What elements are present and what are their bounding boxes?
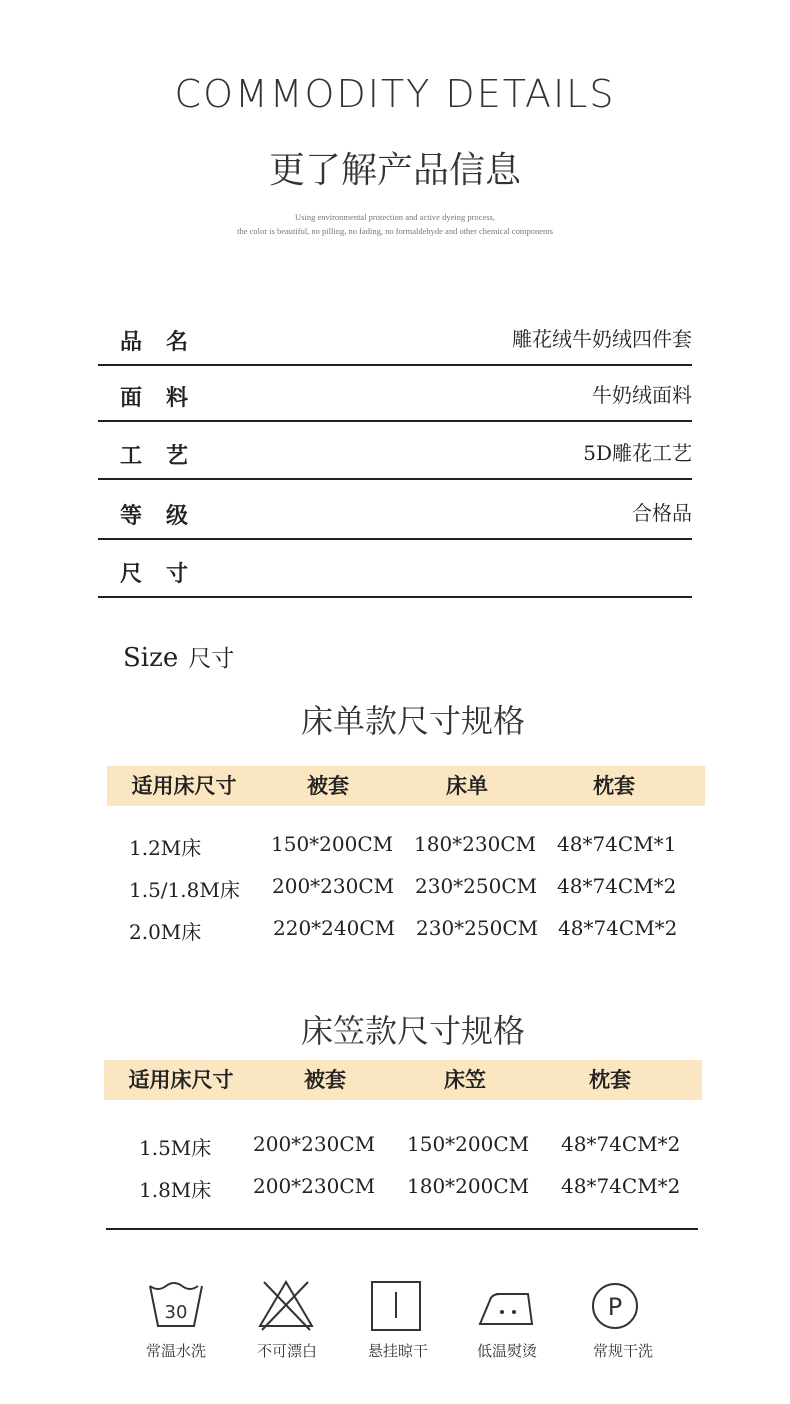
table-cell: 180*200CM [407, 1174, 530, 1198]
fitted-header-bed: 适用床尺寸 [128, 1067, 234, 1092]
info-row-size [98, 540, 692, 598]
info-label: 面料 [120, 385, 213, 411]
table-cell: 48*74CM*2 [561, 1132, 681, 1156]
info-label: 等级 [120, 503, 213, 529]
table-cell: 48*74CM*1 [557, 832, 677, 856]
title-cn: 更了解产品信息 [268, 150, 521, 191]
no-bleach-icon [256, 1278, 316, 1334]
hang-dry-icon [366, 1278, 426, 1334]
care-label: 悬挂晾干 [367, 1342, 428, 1360]
sheet-header-bed: 适用床尺寸 [131, 773, 237, 798]
title-en: COMMODITY DETAILS [174, 72, 616, 116]
fitted-table-title: 床笠款尺寸规格 [300, 1012, 525, 1050]
care-label: 常温水洗 [145, 1342, 206, 1360]
table-cell: 1.2M床 [129, 836, 202, 860]
sheet-header-duvet: 被套 [307, 773, 349, 798]
subtitle-line-2: the color is beautiful, no pilling, no fading, no formaldehyde and other chemical components [237, 226, 553, 236]
info-value: 5D雕花工艺 [583, 441, 692, 465]
table-cell: 48*74CM*2 [557, 874, 677, 898]
table-cell: 180*230CM [414, 832, 537, 856]
fitted-header-fitted: 床笠 [444, 1067, 486, 1092]
table-cell: 48*74CM*2 [561, 1174, 681, 1198]
info-value: 雕花绒牛奶绒四件套 [512, 327, 692, 351]
dry-clean-icon [590, 1278, 650, 1334]
dry-clean-text: P [607, 1293, 623, 1321]
info-value: 牛奶绒面料 [592, 383, 692, 407]
subtitle-line-1: Using environmental protection and active dyeing process, [295, 212, 495, 222]
info-row-name [98, 308, 692, 366]
low-iron-icon [476, 1278, 540, 1334]
section-divider [106, 1228, 698, 1230]
wash-30-icon [146, 1278, 206, 1334]
sheet-table-title: 床单款尺寸规格 [300, 702, 525, 740]
size-label-en: Size [123, 643, 179, 673]
care-label: 不可漂白 [256, 1342, 317, 1360]
table-cell: 230*250CM [415, 874, 538, 898]
size-label-cn: 尺寸 [188, 646, 235, 672]
table-cell: 48*74CM*2 [558, 916, 678, 940]
info-label: 工艺 [120, 443, 213, 469]
info-row-fabric [98, 364, 692, 422]
sheet-header-pillow: 枕套 [593, 773, 635, 798]
table-cell: 1.8M床 [139, 1178, 212, 1202]
info-value: 合格品 [632, 501, 692, 525]
table-cell: 150*200CM [407, 1132, 530, 1156]
wash-temp-text: 30 [164, 1302, 188, 1323]
sheet-table-header [107, 766, 705, 806]
fitted-header-pillow: 枕套 [589, 1067, 631, 1092]
table-cell: 2.0M床 [129, 920, 202, 944]
info-row-grade [98, 482, 692, 540]
care-label: 常规干洗 [592, 1342, 653, 1360]
table-cell: 1.5M床 [139, 1136, 212, 1160]
fitted-table-header [104, 1060, 702, 1100]
info-row-craft [98, 422, 692, 480]
info-label: 尺寸 [120, 561, 213, 587]
fitted-header-duvet: 被套 [304, 1067, 346, 1092]
info-label: 品名 [120, 329, 213, 355]
size-label [123, 640, 234, 673]
table-cell: 230*250CM [416, 916, 539, 940]
table-cell: 1.5/1.8M床 [129, 878, 240, 902]
table-cell: 220*240CM [273, 916, 396, 940]
table-cell: 150*200CM [271, 832, 394, 856]
table-cell: 200*230CM [253, 1132, 376, 1156]
care-label: 低温熨烫 [476, 1342, 537, 1360]
table-cell: 200*230CM [272, 874, 395, 898]
table-cell: 200*230CM [253, 1174, 376, 1198]
sheet-header-sheet: 床单 [446, 773, 488, 798]
